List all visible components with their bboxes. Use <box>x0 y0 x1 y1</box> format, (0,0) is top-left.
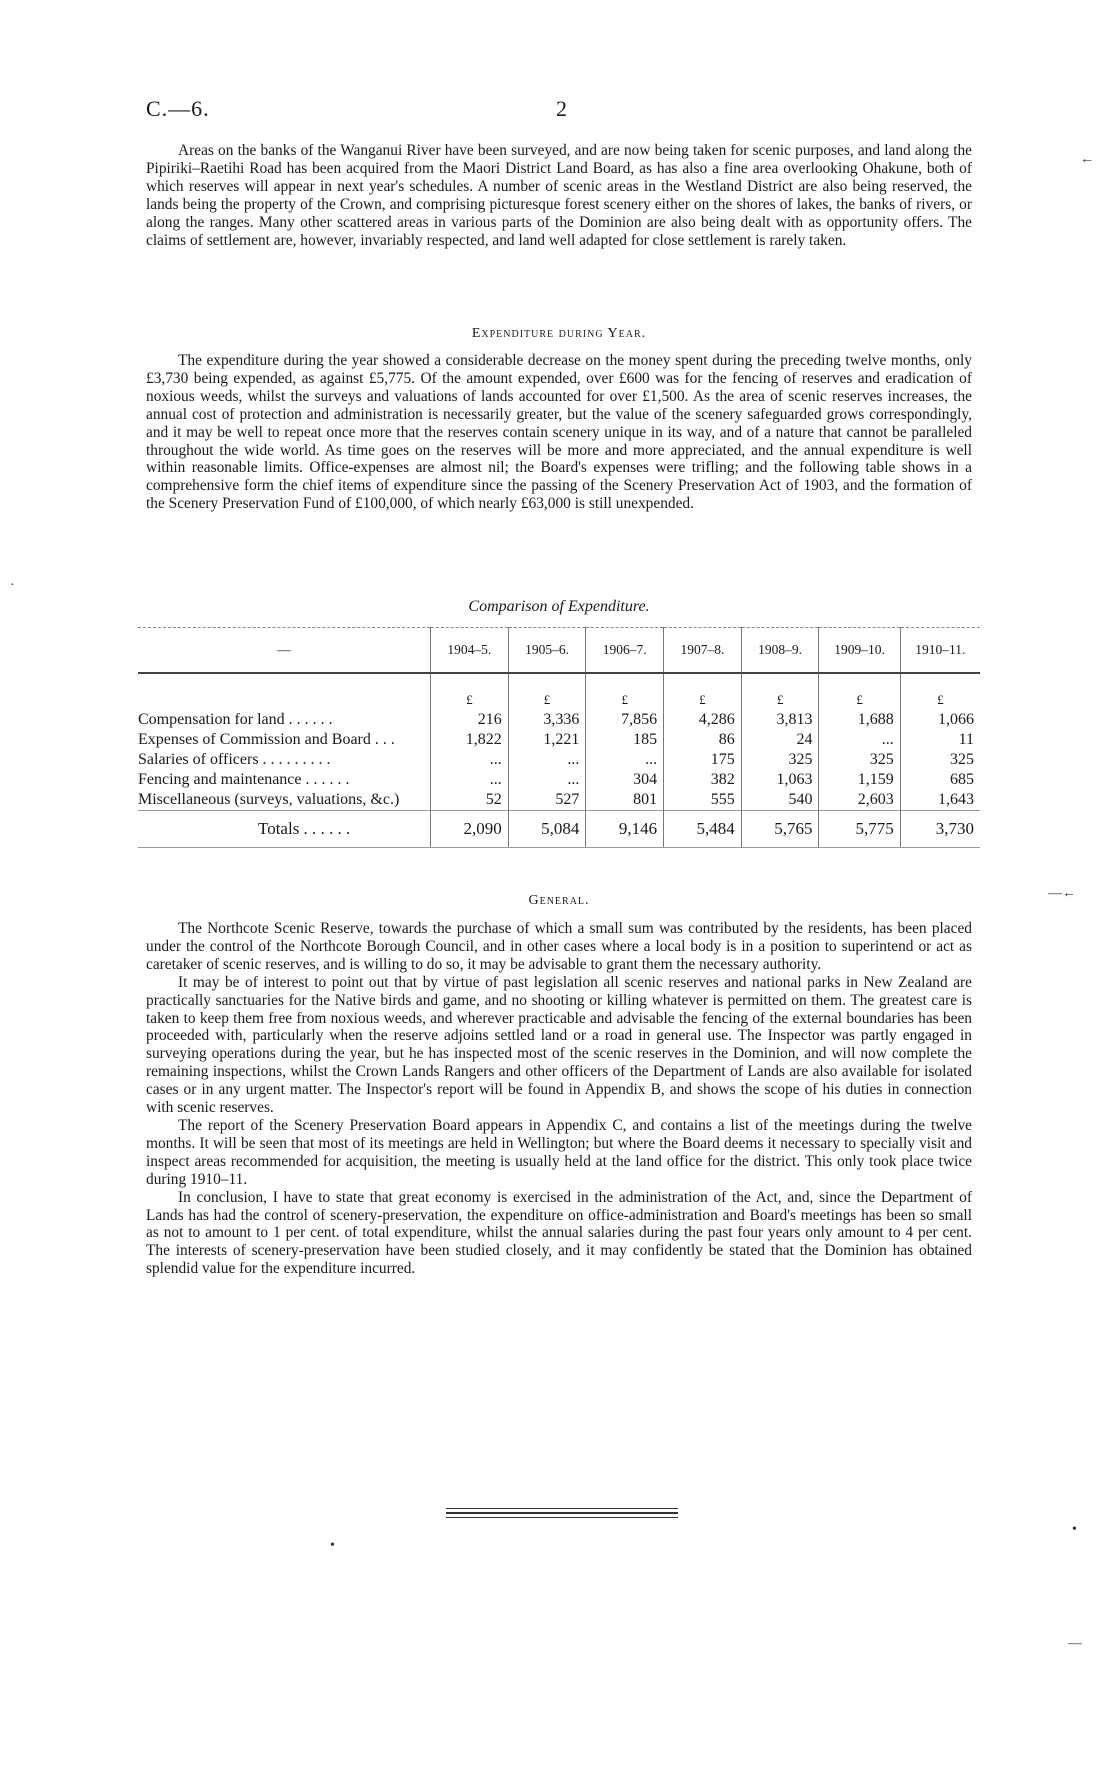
table-cell: 1,159 <box>819 770 900 790</box>
table-cell: 216 <box>431 710 509 730</box>
table-cell: 7,856 <box>586 710 664 730</box>
table-row <box>138 710 980 730</box>
table-cell: 685 <box>900 770 980 790</box>
table-cell: ... <box>586 750 664 770</box>
table-caption: Comparison of Expenditure. <box>468 598 650 615</box>
column-header: 1909–10. <box>819 628 900 674</box>
end-rule-bottom <box>446 1517 678 1518</box>
table-cell: 11 <box>900 730 980 750</box>
totals-label: Totals . . . . . . <box>138 811 431 848</box>
unit-cell: £ <box>586 673 664 710</box>
table-cell: ... <box>431 770 509 790</box>
margin-arrow-icon: —← <box>1048 886 1076 901</box>
margin-dot-icon: • <box>1072 1522 1077 1537</box>
table-cell: 1,643 <box>900 790 980 811</box>
table-cell: 325 <box>741 750 819 770</box>
row-label: Salaries of officers . . . . . . . . . <box>138 751 331 768</box>
margin-dot-icon: • <box>330 1538 335 1553</box>
table-cell: ... <box>819 730 900 750</box>
total-cell: 5,084 <box>508 811 586 848</box>
page-number: 2 <box>556 96 567 121</box>
row-label: Compensation for land . . . . . . <box>138 711 333 728</box>
table-row <box>138 730 980 750</box>
column-header: 1906–7. <box>586 628 664 674</box>
table-cell: ... <box>508 750 586 770</box>
table-cell: 4,286 <box>664 710 742 730</box>
table-row <box>138 770 980 790</box>
table-cell: 527 <box>508 790 586 811</box>
expenditure-section <box>146 352 972 513</box>
unit-cell: £ <box>819 673 900 710</box>
total-cell: 9,146 <box>586 811 664 848</box>
column-header: 1907–8. <box>664 628 742 674</box>
general-paragraph: It may be of interest to point out that by virtue of past legislation all scenic reserves and national parks in New Zealand are practically sanctuaries for the Native birds and game, and no shooting or killing whatever is permitted on them. The greatest care is taken to keep them free from noxious weeds, and wherever practicable and advisable the fencing of the external boundaries has been proceeded with, particularly when the reserve adjoins settled land or a road in general use. The Inspector was partly engaged in surveying operations during the year, but he has inspected most of the scenic reserves in the Dominion, and will now complete the remaining inspections, whilst the Crown Lands Rangers and other officers of the Department of Lands are also available for isolated cases or in any urgent matter. The Inspector's report will be found in Appendix B, and shows the scope of his duties in connection with scenic reserves. <box>146 973 972 1117</box>
total-cell: 3,730 <box>900 811 980 848</box>
table-row <box>138 790 980 811</box>
total-cell: 2,090 <box>431 811 509 848</box>
table-cell: 3,336 <box>508 710 586 730</box>
general-paragraph: In conclusion, I have to state that great economy is exercised in the administration of the Act, and, since the Department of Lands has had the control of scenery-preservation, the expenditure on office-administration and Board's meetings has been so small as not to amount to 1 per cent. of total expenditure, whilst the annual salaries during the past four years only amount to 4 per cent. The interests of scenery-preservation have been studied closely, and it may confidently be stated that the Dominion has obtained splendid value for the expenditure incurred. <box>146 1188 972 1278</box>
totals-row <box>138 811 980 848</box>
table-cell: 2,603 <box>819 790 900 811</box>
table-cell: 52 <box>431 790 509 811</box>
column-header: 1908–9. <box>741 628 819 674</box>
table-header-row <box>138 628 980 674</box>
intro-section <box>146 142 972 249</box>
table-cell: 1,063 <box>741 770 819 790</box>
expenditure-table <box>138 627 980 848</box>
table-cell: 24 <box>741 730 819 750</box>
unit-cell: £ <box>900 673 980 710</box>
table-cell: 1,822 <box>431 730 509 750</box>
total-cell: 5,765 <box>741 811 819 848</box>
expenditure-paragraph: The expenditure during the year showed a considerable decrease on the money spent during the preceding twelve months, only £3,730 being expended, as against £5,775. Of the amount expended, over £600 was for the fencing of reserves and eradication of noxious weeds, whilst the surveys and valuations of lands accounted for over £1,500. As the area of scenic reserves increases, the annual cost of protection and administration is necessarily greater, but the value of the scenery safeguarded grows correspondingly, and it may be well to repeat once more that the reserves contain scenery unique in its way, and of a nature that cannot be paralleled throughout the wide world. As time goes on the reserves will be more and more appreciated, and the annual expenditure is well within reasonable limits. Office-expenses are almost nil; the Board's expenses were trifling; and the following table shows in a comprehensive form the chief items of expenditure since the passing of the Scenery Preservation Act of 1903, and the formation of the Scenery Preservation Fund of £100,000, of which nearly £63,000 is still unexpended. <box>146 352 972 513</box>
end-rule-middle <box>446 1512 678 1514</box>
margin-arrow-icon: ← <box>1080 152 1094 167</box>
table-cell: 1,066 <box>900 710 980 730</box>
unit-cell: £ <box>508 673 586 710</box>
table-cell: 3,813 <box>741 710 819 730</box>
unit-cell: £ <box>664 673 742 710</box>
row-label: Expenses of Commission and Board . . . <box>138 731 395 748</box>
end-rule-top <box>446 1508 678 1509</box>
column-header: 1904–5. <box>431 628 509 674</box>
unit-row <box>138 673 980 710</box>
table-cell: 175 <box>664 750 742 770</box>
table-cell: ... <box>431 750 509 770</box>
general-paragraph: The Northcote Scenic Reserve, towards the purchase of which a small sum was contributed by the residents, has been placed under the control of the Northcote Borough Council, and in other cases where a local body is in a position to superintend or act as caretaker of scenic reserves, and is willing to do so, it may be advisable to grant them the necessary authority. <box>146 920 972 973</box>
table-row <box>138 750 980 770</box>
general-paragraph: The report of the Scenery Preservation Board appears in Appendix C, and contains a list of the meetings during the twelve months. It will be seen that most of its meetings are held in Wellington; but where the Board deems it necessary to specially visit and inspect areas recommended for acquisition, the meeting is usually held at the land office for the district. This only took place twice during 1910–11. <box>146 1116 972 1188</box>
column-header: 1910–11. <box>900 628 980 674</box>
expenditure-heading: Expenditure during Year. <box>471 326 647 341</box>
table-cell: 382 <box>664 770 742 790</box>
table-cell: 1,688 <box>819 710 900 730</box>
unit-cell: £ <box>431 673 509 710</box>
table-corner: — <box>277 642 291 657</box>
margin-dash-icon: — <box>1068 1636 1082 1651</box>
column-header: 1905–6. <box>508 628 586 674</box>
table-cell: 185 <box>586 730 664 750</box>
table-cell: 86 <box>664 730 742 750</box>
total-cell: 5,484 <box>664 811 742 848</box>
row-label: Fencing and maintenance . . . . . . <box>138 771 350 788</box>
table-cell: 325 <box>819 750 900 770</box>
table-cell: 555 <box>664 790 742 811</box>
table-cell: 325 <box>900 750 980 770</box>
general-section <box>146 920 972 1278</box>
row-label: Miscellaneous (surveys, valuations, &c.) <box>138 791 400 808</box>
margin-dot-icon: · <box>10 578 15 593</box>
table-cell: 304 <box>586 770 664 790</box>
unit-cell: £ <box>741 673 819 710</box>
table-cell: 801 <box>586 790 664 811</box>
intro-paragraph: Areas on the banks of the Wanganui River have been surveyed, and are now being taken for scenic purposes, and land along the Pipiriki–Raetihi Road has been acquired from the Maori District Land Board, as has also a fine area overlooking Ohakune, both of which reserves will appear in next year's schedules. A number of scenic areas in the Westland District are also being reserved, the lands being the property of the Crown, and comprising picturesque forest scenery either on the shores of lakes, the banks of rivers, or along the ranges. Many other scattered areas in various parts of the Dominion are also being dealt with as opportunity offers. The claims of settlement are, however, invariably respected, and land well adapted for close settlement is rarely taken. <box>146 142 972 249</box>
total-cell: 5,775 <box>819 811 900 848</box>
general-heading: General. <box>528 893 590 908</box>
table-cell: 1,221 <box>508 730 586 750</box>
table-cell: 540 <box>741 790 819 811</box>
table-cell: ... <box>508 770 586 790</box>
document-reference: C.—6. <box>146 96 210 121</box>
